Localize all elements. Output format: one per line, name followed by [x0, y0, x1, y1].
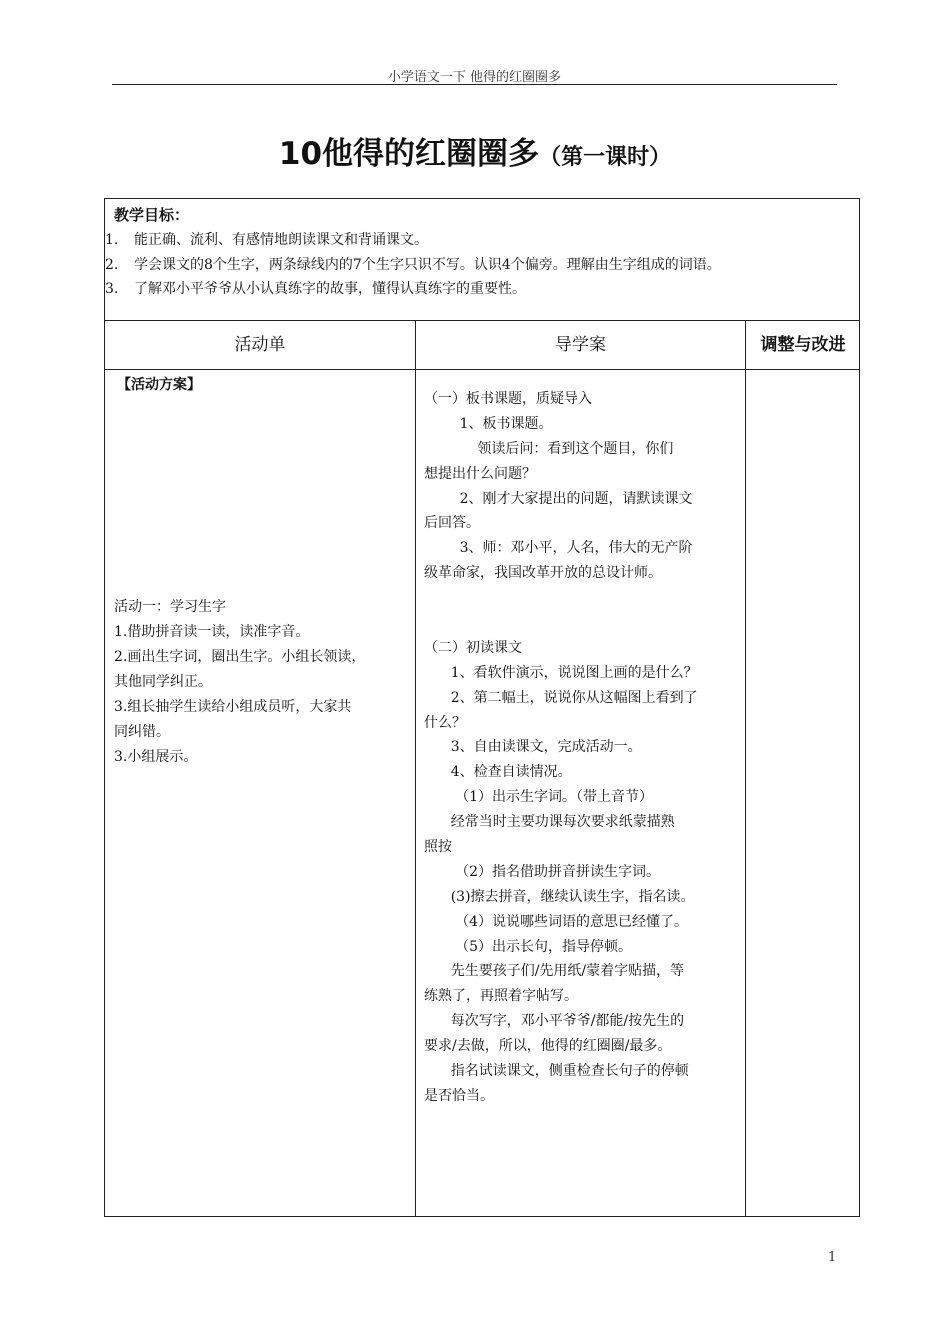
column-divider [415, 320, 416, 1216]
guide-line: （5）出示长句，指导停顿。 [424, 938, 633, 955]
activity-line: 1.借助拼音读一读，读准字音。 [114, 624, 310, 640]
page-number: 1 [828, 1250, 837, 1265]
guide-line: 要求/去做，所以，他得的红圈圈/最多。 [424, 1038, 672, 1055]
guide-line: 领读后问：看到这个题目，你们 [424, 440, 674, 457]
guide-line: 照按 [424, 839, 452, 856]
guide-content [424, 387, 742, 1109]
column-header-guide: 导学案 [555, 335, 606, 355]
guide-line: 经常当时主要功课每次要求纸蒙描熟 [424, 814, 675, 831]
guide-line: 4、检查自读情况。 [424, 764, 572, 781]
guide-line: 指名试读课文，侧重检查长句子的停顿 [424, 1063, 689, 1080]
objective-number: 1. [105, 232, 119, 248]
activity-line: 活动一：学习生字 [114, 599, 226, 615]
guide-line: 1、板书课题。 [424, 415, 553, 432]
guide-line: 什么？ [424, 714, 466, 731]
running-header: 小学语文一下 他得的红圈圈多 [387, 70, 562, 85]
lesson-title-sub: （第一课时） [539, 145, 672, 170]
guide-line: 2、刚才大家提出的问题，请默读课文 [424, 490, 693, 507]
guide-line: 3、自由读课文，完成活动一。 [424, 739, 642, 756]
guide-line: 1、看软件演示，说说图上画的是什么？ [424, 664, 698, 681]
guide-line [424, 586, 742, 611]
column-header-activity: 活动单 [234, 335, 286, 355]
guide-line: （2）指名借助拼音拼读生字词。 [424, 863, 661, 880]
objective-item [105, 277, 855, 302]
objective-text: 了解邓小平爷爷从小认真练字的故事，懂得认真练字的重要性。 [134, 281, 526, 297]
guide-line: （1）出示生字词。（带上音节） [424, 789, 654, 806]
lesson-title-main: 10他得的红圈圈多 [278, 136, 540, 172]
guide-line: 每次写字，邓小平爷爷/都能/按先生的 [424, 1013, 685, 1030]
guide-line: 是否恰当。 [424, 1087, 494, 1104]
guide-line: 级革命家，我国改革开放的总设计师。 [424, 565, 662, 582]
objective-number: 3. [105, 281, 119, 297]
lesson-title [0, 128, 950, 173]
activity-line: 3.组长抽学生读给小组成员听，大家共 [114, 699, 352, 715]
activity-line: 2.画出生字词，圈出生字。小组长领读， [114, 649, 366, 665]
activity-content [114, 595, 410, 770]
objective-text: 学会课文的8个生字，两条绿线内的7个生字只识不写。认识4个偏旁。理解由生字组成的词语。 [134, 256, 721, 273]
activity-line: 其他同学纠正。 [114, 674, 212, 690]
guide-line: 3、师：邓小平，人名，伟大的无产阶 [424, 540, 693, 557]
objectives-heading: 教学目标： [114, 206, 190, 224]
guide-line: （一）板书课题，质疑导入 [424, 391, 592, 407]
activity-line: 3.小组展示。 [114, 749, 198, 765]
column-header-adjust: 调整与改进 [760, 335, 846, 355]
guide-line: （二）初读课文 [424, 639, 522, 656]
guide-line: （4）说说哪些词语的意思已经懂了。 [424, 913, 689, 930]
guide-line: (3)擦去拼音，继续认读生字，指名读。 [424, 888, 695, 905]
guide-line: 练熟了，再照着字帖写。 [424, 988, 578, 1005]
guide-line [424, 611, 742, 636]
guide-line: 先生要孩子们/先用纸/蒙着字贴描，等 [424, 963, 685, 980]
objective-number: 2. [105, 256, 119, 273]
objective-item [105, 253, 855, 278]
lesson-plan-table [104, 198, 860, 1217]
column-divider [745, 320, 746, 1216]
activity-plan-title: 【活动方案】 [117, 377, 201, 393]
activity-line: 同纠错。 [114, 724, 170, 740]
guide-line: 2、第二幅土，说说你从这幅图上看到了 [424, 689, 698, 706]
header-rule [112, 84, 837, 85]
objectives-list [105, 228, 855, 302]
objective-item [105, 228, 855, 253]
objective-text: 能正确、流利、有感情地朗读课文和背诵课文。 [134, 232, 428, 248]
guide-line: 后回答。 [424, 515, 480, 532]
guide-line: 想提出什么问题？ [424, 465, 536, 482]
